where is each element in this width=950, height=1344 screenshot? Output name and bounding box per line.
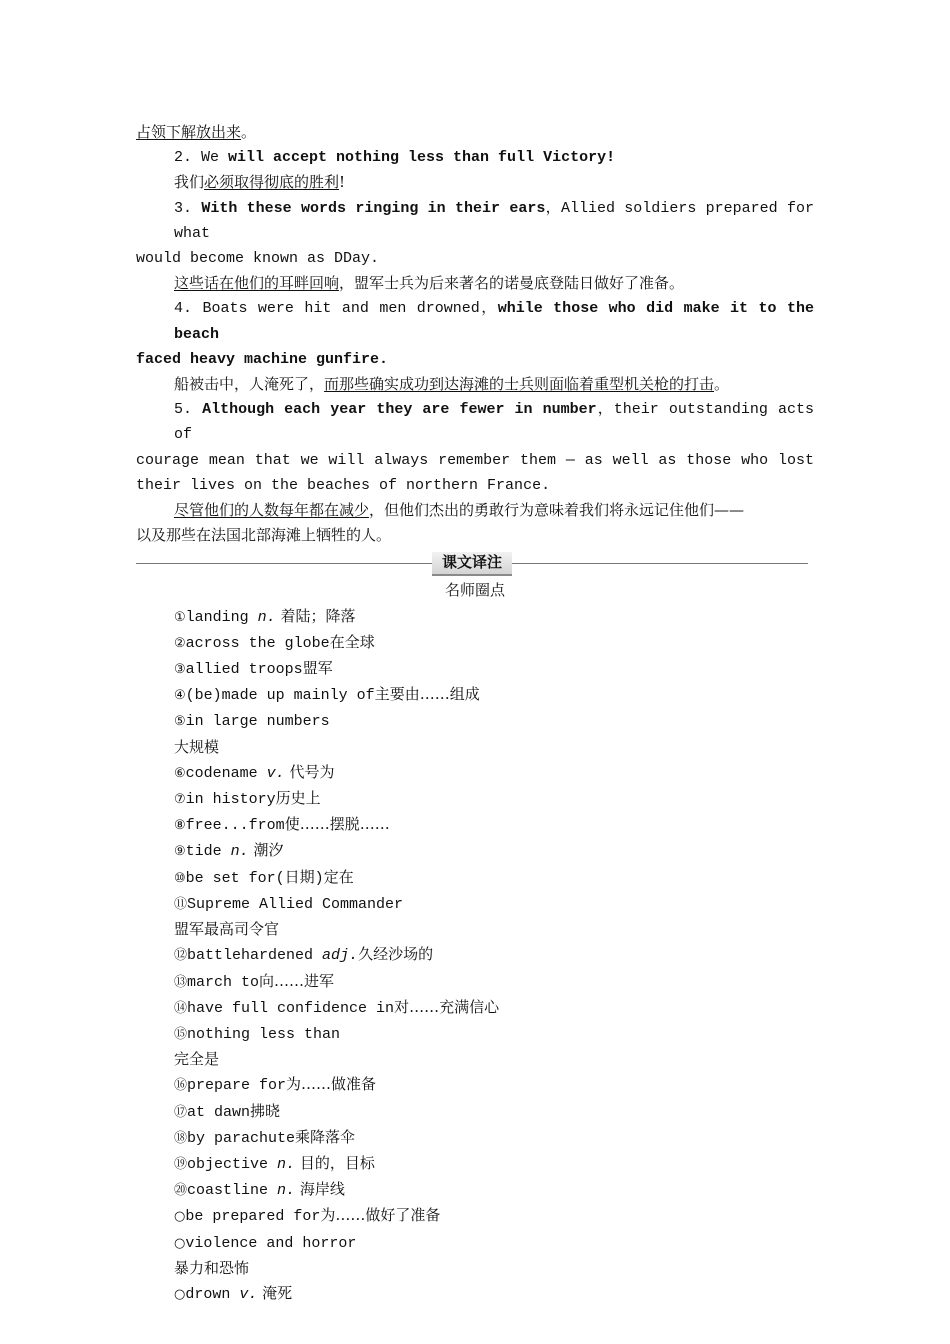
note-english: Supreme Allied Commander (187, 895, 404, 913)
note-english: codename (185, 764, 267, 782)
note-part-of-speech: n. (257, 608, 276, 626)
note-chinese: 潮汐 (248, 841, 284, 860)
note-marker: ⑯ (174, 1078, 188, 1094)
vocab-note (136, 1177, 814, 1203)
note-marker: ⑪ (174, 896, 188, 912)
underlined-translation: 尽管他们的人数每年都在减少 (174, 501, 370, 520)
note-part-of-speech: adj. (322, 947, 359, 965)
sentence-5-english-cont: courage mean that we will always remember them — as well as those who lost (136, 451, 814, 469)
key-phrase: will accept nothing less than full Victory! (228, 149, 616, 167)
note-chinese: 盟军 (302, 659, 333, 678)
note-chinese: 久经沙场的 (358, 945, 434, 964)
note-marker: ⑨ (174, 844, 186, 860)
note-english: by parachute (187, 1129, 296, 1147)
vocab-note (136, 630, 814, 656)
vocab-note (136, 1072, 814, 1098)
vocab-note (136, 812, 814, 838)
vocab-note (136, 1151, 814, 1177)
note-english: prepare for (187, 1077, 287, 1095)
note-english: drown (185, 1285, 240, 1303)
note-chinese: 目的，目标 (295, 1153, 375, 1172)
sentence-5-chinese-cont: 以及那些在法国北部海滩上牺牲的人。 (136, 526, 392, 545)
note-marker: ④ (174, 688, 186, 704)
note-english: in large numbers (185, 713, 330, 731)
note-english: march to (187, 973, 260, 991)
note-marker: ⑳ (174, 1183, 188, 1199)
underlined-translation: 占领下解放出来 (136, 123, 242, 141)
note-marker: ⑫ (174, 948, 188, 964)
vocab-note (136, 604, 814, 630)
vocab-note (136, 1203, 814, 1229)
vocab-note (136, 942, 814, 968)
underlined-translation: 这些话在他们的耳畔回响 (174, 274, 340, 293)
sentence-2-chinese: 我们必须取得彻底的胜利! (174, 173, 346, 192)
note-chinese: 使……摆脱…… (284, 815, 390, 834)
note-chinese: 海岸线 (295, 1180, 345, 1199)
vocab-note (136, 1256, 814, 1281)
sentence-5-chinese: 尽管他们的人数每年都在减少，但他们杰出的勇敢行为意味着我们将永远记住他们—— (174, 501, 745, 520)
vocab-note (136, 1047, 814, 1072)
note-chinese: 在全球 (329, 632, 375, 651)
note-english: across the globe (185, 634, 330, 652)
passage-line: 占领下解放出来。 (136, 123, 257, 141)
vocab-note (136, 995, 814, 1021)
note-chinese: 向……进军 (259, 971, 335, 990)
note-marker: ⑮ (174, 1026, 188, 1042)
vocab-note (136, 735, 814, 760)
note-marker: ⑦ (174, 792, 186, 808)
note-english: coastline (187, 1182, 278, 1200)
note-chinese: 代号为 (284, 762, 335, 781)
note-english: landing (185, 608, 258, 626)
sentence-3-chinese: 这些话在他们的耳畔回响，盟军士兵为后来著名的诺曼底登陆日做好了准备。 (174, 274, 685, 293)
note-chinese: 为……做准备 (286, 1075, 377, 1094)
section-header (136, 550, 814, 578)
vocab-note (136, 708, 814, 734)
note-marker: ⑬ (174, 974, 188, 990)
underlined-translation: 必须取得彻底的胜利 (204, 173, 340, 192)
note-marker: ⑧ (174, 818, 186, 834)
note-english: be prepared for (185, 1208, 321, 1226)
note-chinese: 定在 (323, 867, 354, 886)
note-chinese: 对……充满信心 (394, 997, 500, 1016)
sentence-5-english-cont: their lives on the beaches of northern France. (136, 476, 551, 494)
vocab-notes-list (136, 604, 814, 1307)
note-chinese: 大规模 (174, 737, 220, 756)
key-phrase: Although each year they are fewer in number (202, 401, 597, 419)
note-marker: ⑥ (174, 765, 186, 781)
vocab-note (136, 1099, 814, 1125)
note-marker: ⑱ (174, 1130, 188, 1146)
section-subtitle: 名师圈点 (444, 581, 505, 600)
note-marker: ② (174, 635, 186, 651)
note-chinese: 为……做好了准备 (320, 1206, 441, 1225)
sentence-4-english-cont: faced heavy machine gunfire. (136, 350, 389, 368)
note-english: in history (185, 791, 276, 809)
sentence-4-chinese: 船被击中，人淹死了，而那些确实成功到达海滩的士兵则面临着重型机关枪的打击。 (174, 375, 730, 394)
note-chinese: 着陆；降落 (275, 606, 356, 625)
vocab-note (136, 891, 814, 917)
sentence-2-english: 2. We will accept nothing less than full Victory! (174, 149, 616, 167)
note-marker: ⑭ (174, 1000, 188, 1016)
sentence-5-english: 5. Although each year they are fewer in number，their outstanding acts of (174, 401, 814, 444)
note-english: be set for(日期) (185, 869, 324, 887)
note-chinese: 淹死 (257, 1283, 293, 1302)
note-marker: ○ (174, 1235, 186, 1251)
underlined-translation: 而那些确实成功到达海滩的士兵则面临着重型机关枪的打击 (324, 375, 715, 394)
note-marker: ③ (174, 662, 186, 678)
note-part-of-speech: v. (266, 764, 285, 782)
vocab-note (136, 682, 814, 708)
note-english: at dawn (187, 1103, 251, 1121)
note-english: (be)made up mainly of (185, 687, 375, 705)
vocab-note (136, 1230, 814, 1256)
note-marker: ⑰ (174, 1104, 188, 1120)
note-part-of-speech: v. (239, 1285, 258, 1303)
sentence-3-english-cont: would become known as DDay. (136, 250, 380, 268)
note-marker: ○ (174, 1286, 186, 1302)
vocab-note (136, 786, 814, 812)
note-chinese: 暴力和恐怖 (174, 1258, 250, 1277)
note-english: nothing less than (187, 1025, 341, 1043)
vocab-note (136, 917, 814, 942)
sentence-3-english: 3. With these words ringing in their ears，Allied soldiers prepared for what (174, 199, 814, 242)
vocab-note (136, 1281, 814, 1307)
note-english: allied troops (185, 661, 303, 679)
vocab-note (136, 838, 814, 864)
note-chinese: 盟军最高司令官 (174, 920, 280, 939)
vocab-note (136, 1125, 814, 1151)
key-phrase: while those who did make it to the beach (174, 300, 814, 343)
note-english: tide (185, 843, 231, 861)
note-english: have full confidence in (187, 999, 395, 1017)
note-english: objective (187, 1155, 278, 1173)
vocab-note (136, 656, 814, 682)
note-english: violence and horror (185, 1234, 357, 1252)
key-phrase: With these words ringing in their ears (201, 199, 546, 217)
vocab-note (136, 1021, 814, 1047)
sentence-4-english: 4. Boats were hit and men drowned，while those who did make it to the beach (174, 300, 814, 343)
note-chinese: 乘降落伞 (295, 1127, 356, 1146)
note-part-of-speech: n. (277, 1155, 296, 1173)
note-part-of-speech: n. (230, 843, 249, 861)
vocab-note (136, 969, 814, 995)
note-marker: ① (174, 609, 186, 625)
note-chinese: 主要由……组成 (374, 685, 480, 704)
note-chinese: 完全是 (174, 1050, 220, 1069)
note-marker: ⑩ (174, 870, 186, 886)
vocab-note (136, 760, 814, 786)
note-part-of-speech: n. (277, 1182, 296, 1200)
section-banner: 课文译注 (432, 552, 512, 576)
note-english: free...from (185, 817, 285, 835)
note-marker: ○ (174, 1209, 186, 1225)
note-marker: ⑲ (174, 1156, 188, 1172)
vocab-note (136, 865, 814, 891)
document-page (136, 120, 814, 1307)
note-chinese: 拂晓 (250, 1101, 281, 1120)
note-english: battlehardened (187, 947, 323, 965)
note-chinese: 历史上 (275, 789, 321, 808)
note-marker: ⑤ (174, 714, 186, 730)
